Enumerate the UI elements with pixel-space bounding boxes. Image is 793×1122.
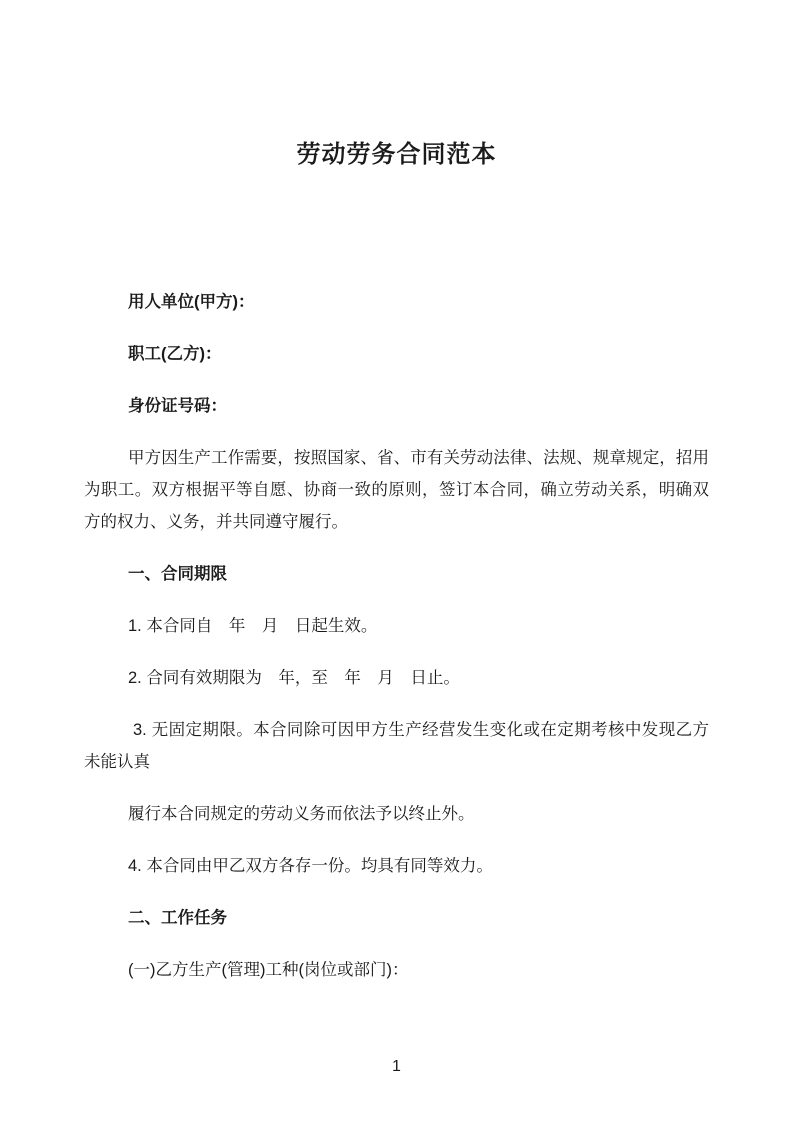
intro-paragraph: 甲方因生产工作需要，按照国家、省、市有关劳动法律、法规、规章规定，招用为职工。双方根据平等自愿、协商一致的原则，签订本合同，确立劳动关系，明确双方的权力、义务，并共同遵守履行。 <box>84 449 709 531</box>
clause-1-4: 4. 本合同由甲乙双方各存一份。均具有同等效力。 <box>128 857 493 875</box>
section-2-heading: 二、工作任务 <box>128 909 227 927</box>
party-a-label: 用人单位(甲方)： <box>128 293 255 311</box>
clause-1-2: 2. 合同有效期限为 年，至 年 月 日止。 <box>128 669 460 687</box>
page-number: 1 <box>392 1058 401 1075</box>
clause-1-3-continuation: 履行本合同规定的劳动义务而依法予以终止外。 <box>128 805 475 823</box>
section-1-heading: 一、合同期限 <box>128 565 227 583</box>
party-b-label: 职工(乙方)： <box>128 345 222 363</box>
clause-2-1: (一)乙方生产(管理)工种(岗位或部门)： <box>128 961 409 979</box>
id-number-label: 身份证号码： <box>128 397 227 415</box>
document-title: 劳动劳务合同范本 <box>296 141 497 168</box>
clause-1-1: 1. 本合同自 年 月 日起生效。 <box>128 617 378 635</box>
clause-1-3: 3. 无固定期限。本合同除可因甲方生产经营发生变化或在定期考核中发现乙方未能认真 <box>84 721 709 771</box>
